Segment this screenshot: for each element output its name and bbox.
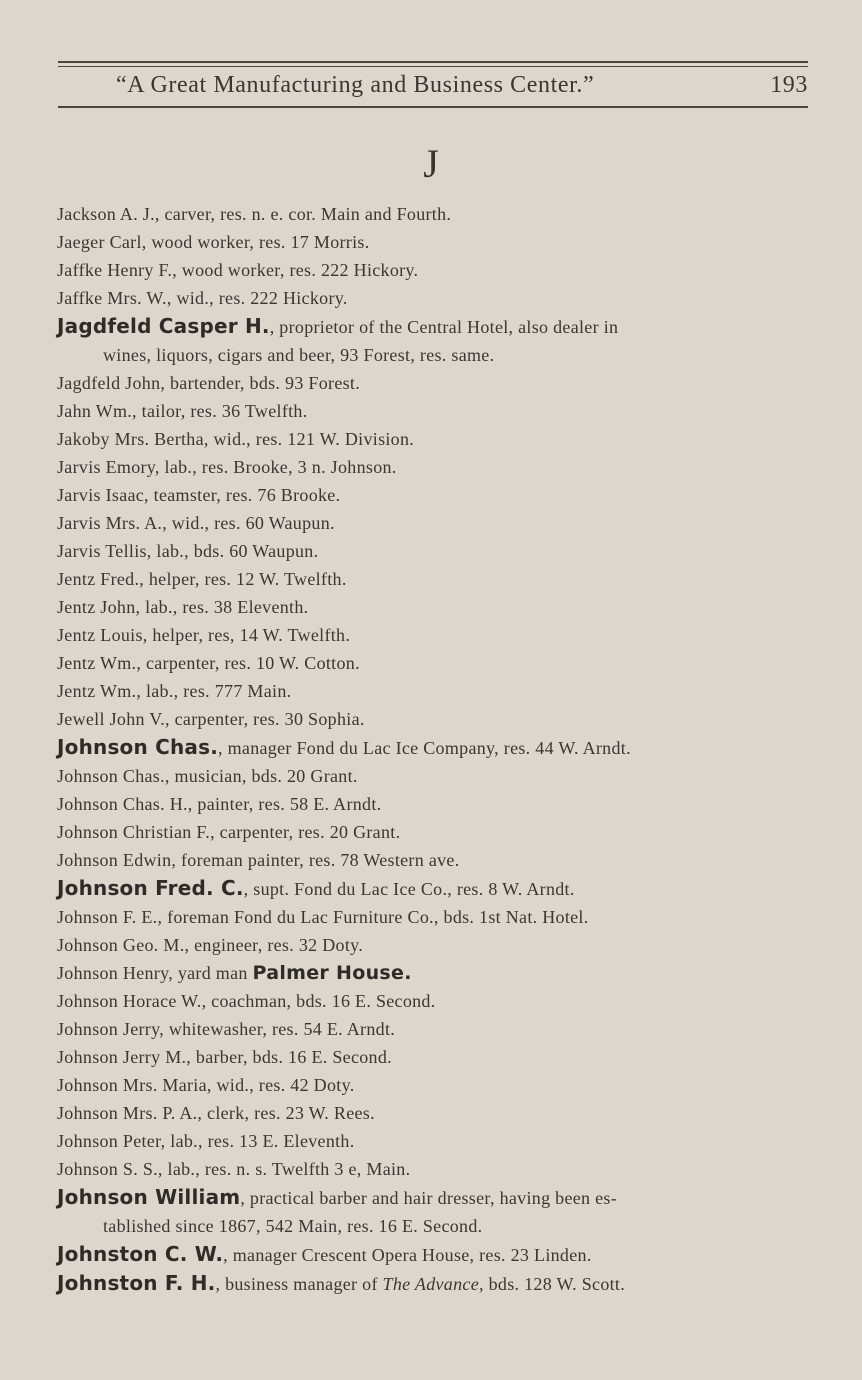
directory-entry: Jarvis Isaac, teamster, res. 76 Brooke. (57, 485, 341, 505)
entry-text-after: bds. 128 W. Scott. (483, 1274, 626, 1294)
directory-entry (57, 312, 817, 369)
entry-name: Johnson William (57, 1185, 241, 1209)
directory-entry: Johnson Horace W., coachman, bds. 16 E. Second. (57, 991, 436, 1011)
header-rule-bottom (58, 106, 808, 108)
running-head (58, 70, 808, 106)
directory-entry: Jackson A. J., carver, res. n. e. cor. Main and Fourth. (57, 204, 452, 224)
entry-text: , manager Fond du Lac Ice Company, res. 44 W. Arndt. (218, 738, 631, 758)
directory-entry (57, 733, 817, 762)
directory-entry: Johnson Mrs. P. A., clerk, res. 23 W. Rees. (57, 1103, 375, 1123)
directory-entry: Jaffke Henry F., wood worker, res. 222 Hickory. (57, 260, 419, 280)
directory-entry: Jaeger Carl, wood worker, res. 17 Morris. (57, 232, 370, 252)
entry-name: Johnson Chas. (57, 735, 219, 759)
directory-entry: Johnson Peter, lab., res. 13 E. Eleventh. (57, 1131, 355, 1151)
directory-entry (57, 1240, 817, 1269)
directory-entry (57, 874, 817, 903)
entry-continuation: wines, liquors, cigars and beer, 93 Forest, res. same. (103, 345, 495, 365)
entry-text: , manager Crescent Opera House, res. 23 Linden. (223, 1245, 592, 1265)
directory-entry: Johnson Jerry M., barber, bds. 16 E. Second. (57, 1047, 392, 1067)
entry-text: , business manager of (215, 1274, 383, 1294)
section-letter: J (423, 141, 439, 186)
directory-entry (57, 1183, 817, 1240)
entry-italic-text: The Advance, (382, 1274, 484, 1294)
entry-bold-text: Palmer House. (252, 962, 412, 984)
directory-entry: Jagdfeld John, bartender, bds. 93 Forest. (57, 373, 361, 393)
entry-text: , proprietor of the Central Hotel, also dealer in (269, 317, 619, 337)
directory-entry: Johnson Mrs. Maria, wid., res. 42 Doty. (57, 1075, 355, 1095)
directory-entry (57, 1269, 817, 1298)
directory-entries (57, 200, 817, 1298)
header-rule-top-thin (58, 66, 808, 67)
entry-name: Johnston C. W. (57, 1242, 224, 1266)
directory-entry: Johnson Chas., musician, bds. 20 Grant. (57, 766, 358, 786)
directory-entry: Johnson Chas. H., painter, res. 58 E. Arndt. (57, 794, 382, 814)
directory-entry: Jarvis Mrs. A., wid., res. 60 Waupun. (57, 513, 335, 533)
directory-entry: Jentz Wm., carpenter, res. 10 W. Cotton. (57, 653, 360, 673)
directory-entry: Johnson S. S., lab., res. n. s. Twelfth 3 e, Main. (57, 1159, 411, 1179)
directory-entry: Jaffke Mrs. W., wid., res. 222 Hickory. (57, 288, 348, 308)
entry-name: Johnston F. H. (57, 1271, 216, 1295)
directory-entry (57, 959, 817, 987)
entry-name: Johnson Fred. C. (57, 876, 244, 900)
directory-entry: Johnson F. E., foreman Fond du Lac Furniture Co., bds. 1st Nat. Hotel. (57, 907, 589, 927)
directory-entry: Jewell John V., carpenter, res. 30 Sophia. (57, 709, 365, 729)
directory-entry: Jentz Fred., helper, res. 12 W. Twelfth. (57, 569, 347, 589)
directory-entry: Jarvis Emory, lab., res. Brooke, 3 n. Johnson. (57, 457, 397, 477)
directory-entry: Johnson Jerry, whitewasher, res. 54 E. Arndt. (57, 1019, 396, 1039)
page-number: 193 (770, 72, 808, 98)
directory-entry: Jentz Wm., lab., res. 777 Main. (57, 681, 292, 701)
entry-name: Jagdfeld Casper H. (57, 314, 270, 338)
entry-text: , practical barber and hair dresser, having been es- (240, 1188, 618, 1208)
directory-entry: Johnson Edwin, foreman painter, res. 78 Western ave. (57, 850, 460, 870)
directory-entry: Jarvis Tellis, lab., bds. 60 Waupun. (57, 541, 319, 561)
directory-entry: Johnson Geo. M., engineer, res. 32 Doty. (57, 935, 364, 955)
entry-text: Johnson Henry, yard man (57, 963, 253, 983)
entry-text: , supt. Fond du Lac Ice Co., res. 8 W. Arndt. (243, 879, 575, 899)
directory-entry: Jakoby Mrs. Bertha, wid., res. 121 W. Division. (57, 429, 415, 449)
directory-entry: Johnson Christian F., carpenter, res. 20 Grant. (57, 822, 401, 842)
entry-continuation: tablished since 1867, 542 Main, res. 16 E. Second. (103, 1216, 483, 1236)
header-rule-top (58, 61, 808, 63)
directory-entry: Jentz Louis, helper, res, 14 W. Twelfth. (57, 625, 351, 645)
directory-entry: Jentz John, lab., res. 38 Eleventh. (57, 597, 309, 617)
running-head-title: “A Great Manufacturing and Business Center.” (116, 72, 595, 98)
directory-entry: Jahn Wm., tailor, res. 36 Twelfth. (57, 401, 308, 421)
